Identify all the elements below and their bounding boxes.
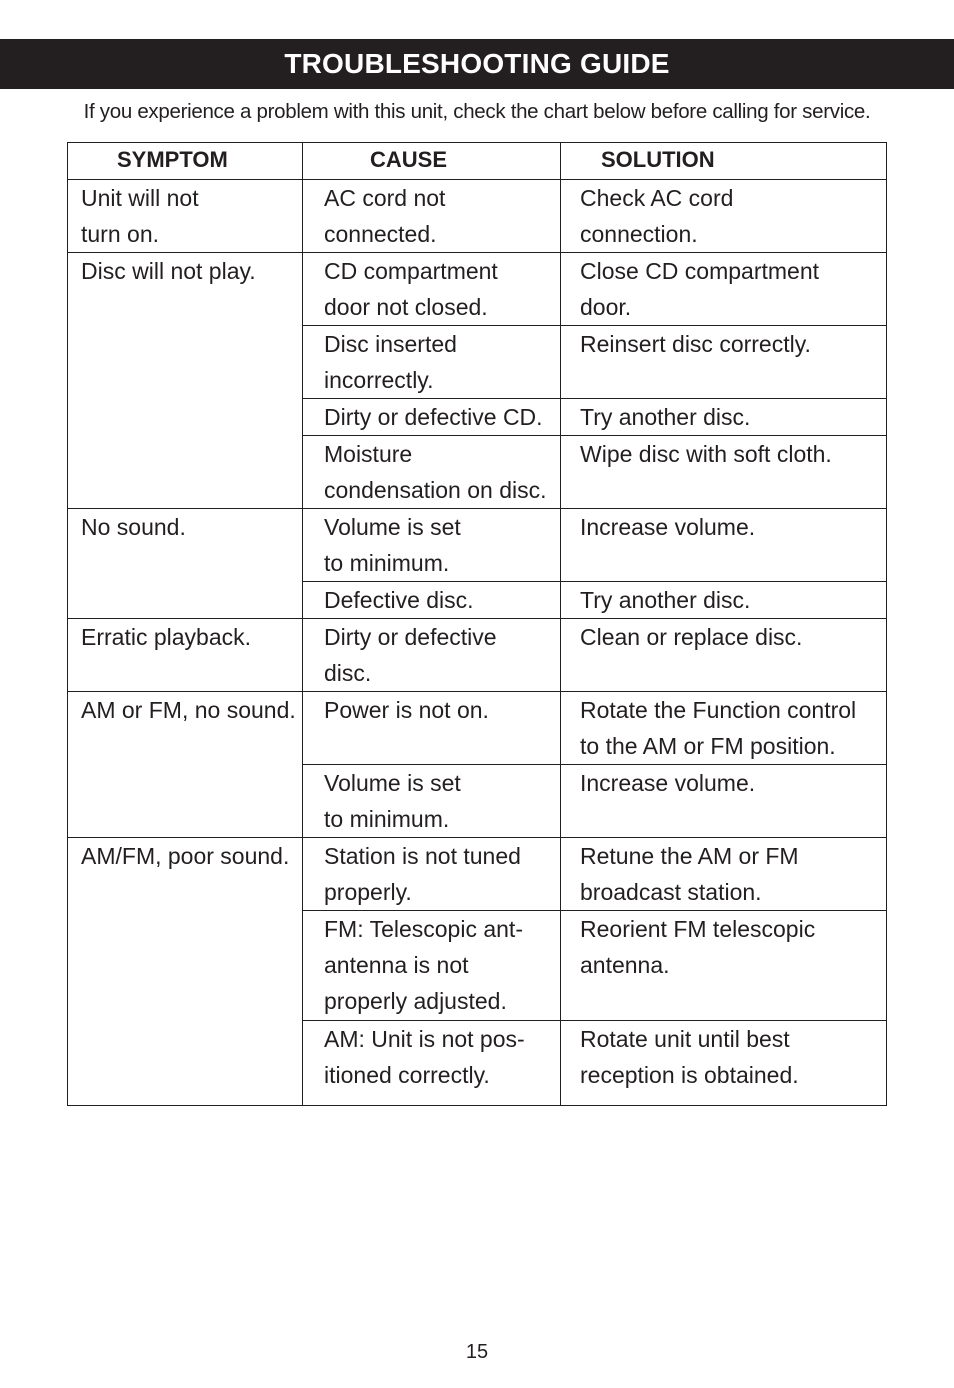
table-row: [68, 692, 887, 765]
solution-text: Increase volume.: [580, 770, 756, 796]
troubleshooting-table: [67, 142, 887, 1106]
table-row: [68, 509, 887, 582]
cause-text: AC cord not connected.: [324, 185, 446, 247]
cause-cell: [303, 180, 561, 253]
cause-text: Disc inserted incorrectly.: [324, 331, 457, 393]
cause-cell: [303, 692, 561, 765]
solution-text: Retune the AM or FM broadcast station.: [580, 843, 799, 905]
cause-text: Power is not on.: [324, 697, 489, 723]
solution-text: Try another disc.: [580, 587, 751, 613]
cause-cell: [303, 509, 561, 582]
symptom-cell: [68, 619, 303, 692]
column-header-cause: CAUSE: [303, 143, 561, 180]
symptom-text: Disc will not play.: [81, 258, 256, 284]
solution-text: Reinsert disc correctly.: [580, 331, 811, 357]
cause-text: AM: Unit is not pos- itioned correctly.: [324, 1026, 525, 1088]
cause-text: CD compartment door not closed.: [324, 258, 498, 320]
cause-cell: [303, 326, 561, 399]
cause-text: FM: Telescopic ant- antenna is not properly adjusted.: [324, 916, 523, 1014]
cause-cell: [303, 436, 561, 509]
page-title: TROUBLESHOOTING GUIDE: [284, 48, 670, 79]
cause-cell: [303, 582, 561, 619]
cause-text: Station is not tuned properly.: [324, 843, 521, 905]
solution-cell: [561, 692, 887, 765]
table-row: [68, 619, 887, 692]
page-number: 15: [465, 1341, 489, 1363]
table-row: [68, 180, 887, 253]
solution-text: Try another disc.: [580, 404, 751, 430]
symptom-cell: [68, 180, 303, 253]
solution-text: Close CD compartment door.: [580, 258, 820, 320]
solution-text: Clean or replace disc.: [580, 624, 803, 650]
table-row: [68, 253, 887, 326]
solution-cell: [561, 326, 887, 399]
symptom-text: AM/FM, poor sound.: [81, 843, 290, 869]
table-body: [68, 180, 887, 1106]
cause-cell: [303, 911, 561, 1021]
cause-text: Dirty or defective disc.: [324, 624, 497, 686]
table-header-row: [68, 143, 887, 180]
solution-text: Rotate the Function control to the AM or FM position.: [580, 697, 857, 759]
column-header-symptom: SYMPTOM: [68, 143, 303, 180]
symptom-cell: [68, 509, 303, 619]
cause-text: Volume is set to minimum.: [324, 514, 461, 576]
solution-cell: [561, 180, 887, 253]
cause-text: Dirty or defective CD.: [324, 404, 543, 430]
symptom-text: Unit will not turn on.: [81, 185, 199, 247]
cause-text: Moisture condensation on disc.: [324, 441, 547, 503]
cause-cell: [303, 1021, 561, 1106]
symptom-text: Erratic playback.: [81, 624, 252, 650]
symptom-text: No sound.: [81, 514, 186, 540]
symptom-cell: [68, 692, 303, 838]
symptom-text: AM or FM, no sound.: [81, 697, 296, 723]
cause-cell: [303, 399, 561, 436]
solution-text: Increase volume.: [580, 514, 756, 540]
symptom-cell: [68, 253, 303, 509]
solution-cell: [561, 253, 887, 326]
intro-text: If you experience a problem with this unit, check the chart below before calling for service.: [83, 100, 871, 123]
solution-cell: [561, 765, 887, 838]
solution-cell: [561, 911, 887, 1021]
solution-cell: [561, 436, 887, 509]
cause-cell: [303, 619, 561, 692]
column-header-solution: SOLUTION: [561, 143, 887, 180]
symptom-cell: [68, 838, 303, 1106]
section-banner: [0, 39, 954, 89]
solution-text: Reorient FM telescopic antenna.: [580, 916, 816, 978]
cause-text: Volume is set to minimum.: [324, 770, 461, 832]
solution-cell: [561, 619, 887, 692]
table-row: [68, 838, 887, 911]
solution-cell: [561, 1021, 887, 1106]
solution-cell: [561, 509, 887, 582]
cause-cell: [303, 765, 561, 838]
solution-cell: [561, 838, 887, 911]
solution-text: Wipe disc with soft cloth.: [580, 441, 832, 467]
solution-text: Check AC cord connection.: [580, 185, 734, 247]
cause-cell: [303, 838, 561, 911]
cause-cell: [303, 253, 561, 326]
cause-text: Defective disc.: [324, 587, 474, 613]
solution-cell: [561, 399, 887, 436]
solution-cell: [561, 582, 887, 619]
solution-text: Rotate unit until best reception is obtained.: [580, 1026, 799, 1088]
